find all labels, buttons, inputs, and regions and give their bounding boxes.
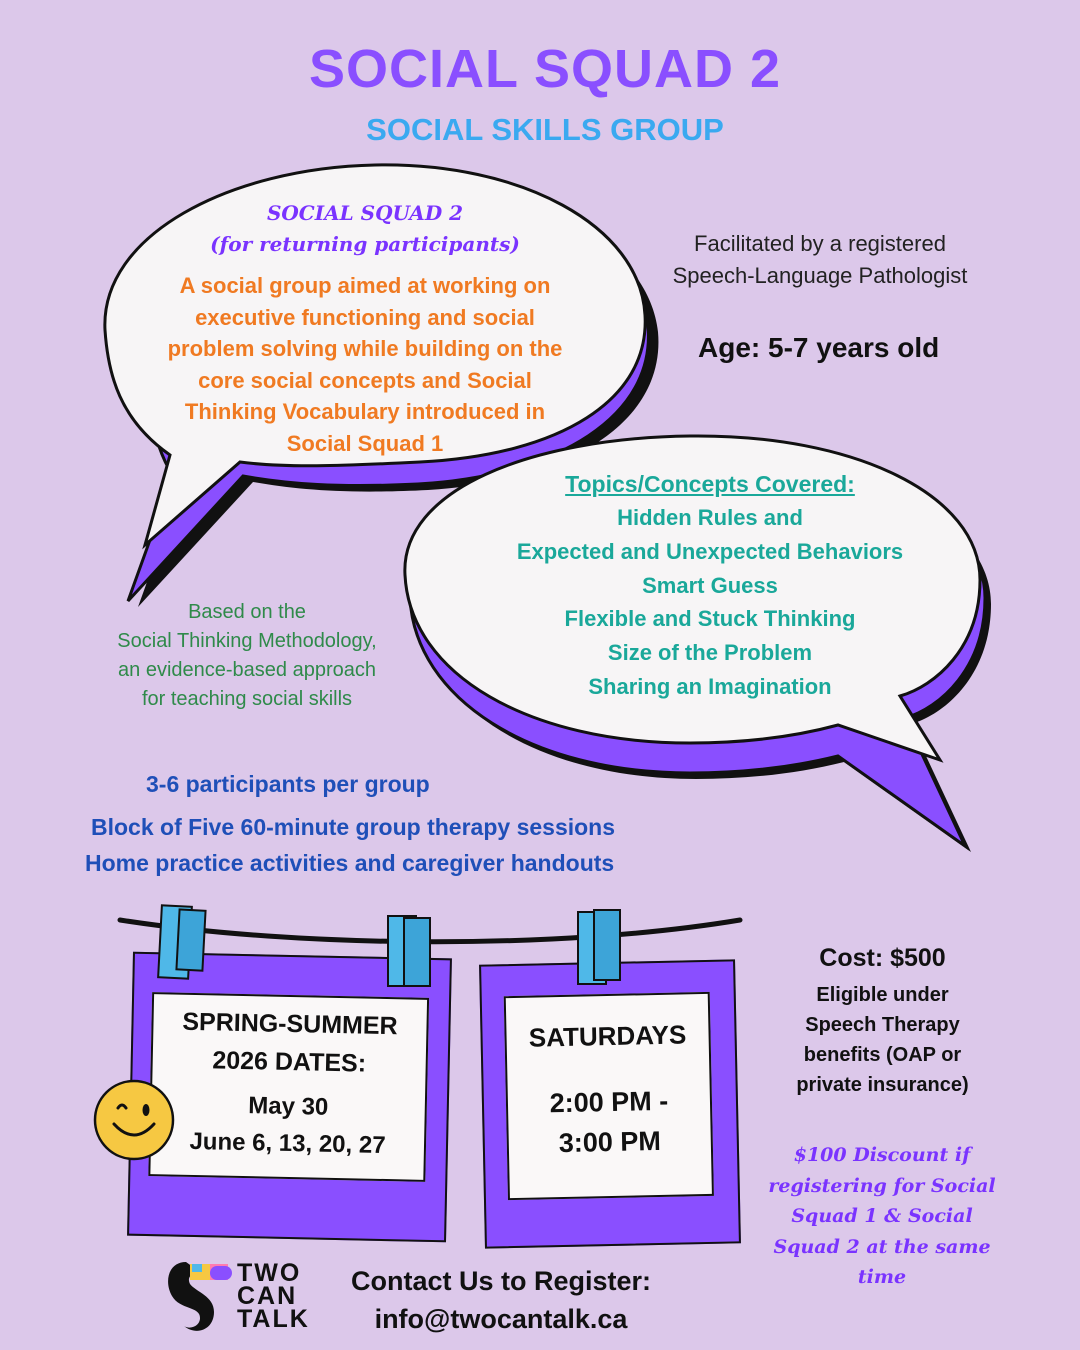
dates-season: SPRING-SUMMER (182, 1007, 398, 1041)
logo-line: TWO (237, 1259, 302, 1287)
intro-heading-line2: (for returning participants) (210, 232, 520, 256)
methodology-line: Based on the (188, 601, 306, 623)
page-title: SOCIAL SQUAD 2 (308, 39, 782, 99)
intro-line: Social Squad 1 (286, 430, 444, 456)
page-subtitle: SOCIAL SKILLS GROUP (366, 112, 724, 147)
clothespin-icon (158, 905, 205, 978)
discount-line: registering for Social (768, 1174, 996, 1197)
toucan-logo-icon (168, 1262, 232, 1331)
two-can-talk-logo-text (237, 1259, 310, 1333)
time-end: 3:00 PM (558, 1125, 662, 1159)
logo-line: TALK (237, 1305, 310, 1333)
facilitator-line: Facilitated by a registered (694, 231, 946, 256)
topic-item: Smart Guess (642, 572, 778, 598)
topic-item: Expected and Unexpected Behaviors (516, 538, 904, 564)
intro-line: problem solving while building on the (167, 336, 563, 361)
methodology-line: for teaching social skills (141, 688, 353, 710)
topic-item: Hidden Rules and (617, 505, 803, 530)
dates-may: May 30 (247, 1092, 329, 1121)
contact-label: Contact Us to Register: (350, 1266, 652, 1296)
cost-price: Cost: $500 (819, 944, 946, 972)
facilitator-line: Speech-Language Pathologist (672, 263, 968, 288)
discount-line: $100 Discount if (793, 1144, 971, 1166)
topics-heading: Topics/Concepts Covered: (565, 471, 855, 497)
discount-line: Squad 2 at the same (773, 1235, 991, 1258)
cost-info (775, 940, 990, 1100)
clothespin-icon (578, 910, 620, 984)
methodology-line: Social Thinking Methodology, (117, 630, 377, 652)
logo-line: CAN (237, 1282, 298, 1310)
topic-item: Sharing an Imagination (588, 673, 832, 699)
methodology-line: an evidence-based approach (118, 659, 376, 681)
eligibility-line: Speech Therapy (805, 1014, 960, 1036)
sessions-info: Block of Five 60-minute group therapy sessions (91, 814, 616, 840)
eligibility-line: Eligible under (816, 984, 949, 1006)
topic-item: Size of the Problem (607, 640, 813, 666)
intro-line: A social group aimed at working on (179, 273, 551, 298)
intro-heading-line1: SOCIAL SQUAD 2 (266, 201, 464, 225)
intro-line: executive functioning and social (195, 304, 535, 330)
age-range: Age: 5-7 years old (698, 332, 940, 363)
eligibility-info (775, 980, 990, 1100)
eligibility-line: private insurance) (796, 1074, 969, 1096)
topic-item: Flexible and Stuck Thinking (564, 606, 856, 632)
contact-email-link[interactable]: info@twocantalk.ca (374, 1304, 628, 1334)
discount-line: time (857, 1266, 907, 1288)
home-practice-info: Home practice activities and caregiver handouts (85, 850, 615, 876)
intro-line: core social concepts and Social (198, 367, 532, 393)
participants-info: 3-6 participants per group (146, 771, 430, 797)
eligibility-line: benefits (OAP or (803, 1044, 962, 1066)
intro-line: Thinking Vocabulary introduced in (184, 399, 546, 424)
time-day: SATURDAYS (528, 1019, 687, 1053)
discount-note (768, 1140, 996, 1293)
winking-smiley-icon (95, 1081, 173, 1159)
clothespin-icon (388, 916, 430, 986)
dates-june: June 6, 13, 20, 27 (189, 1127, 386, 1160)
discount-line: Squad 1 & Social (791, 1205, 973, 1227)
time-start: 2:00 PM - (549, 1085, 669, 1119)
contact-info (336, 1262, 666, 1338)
dates-year: 2026 DATES: (212, 1046, 367, 1078)
